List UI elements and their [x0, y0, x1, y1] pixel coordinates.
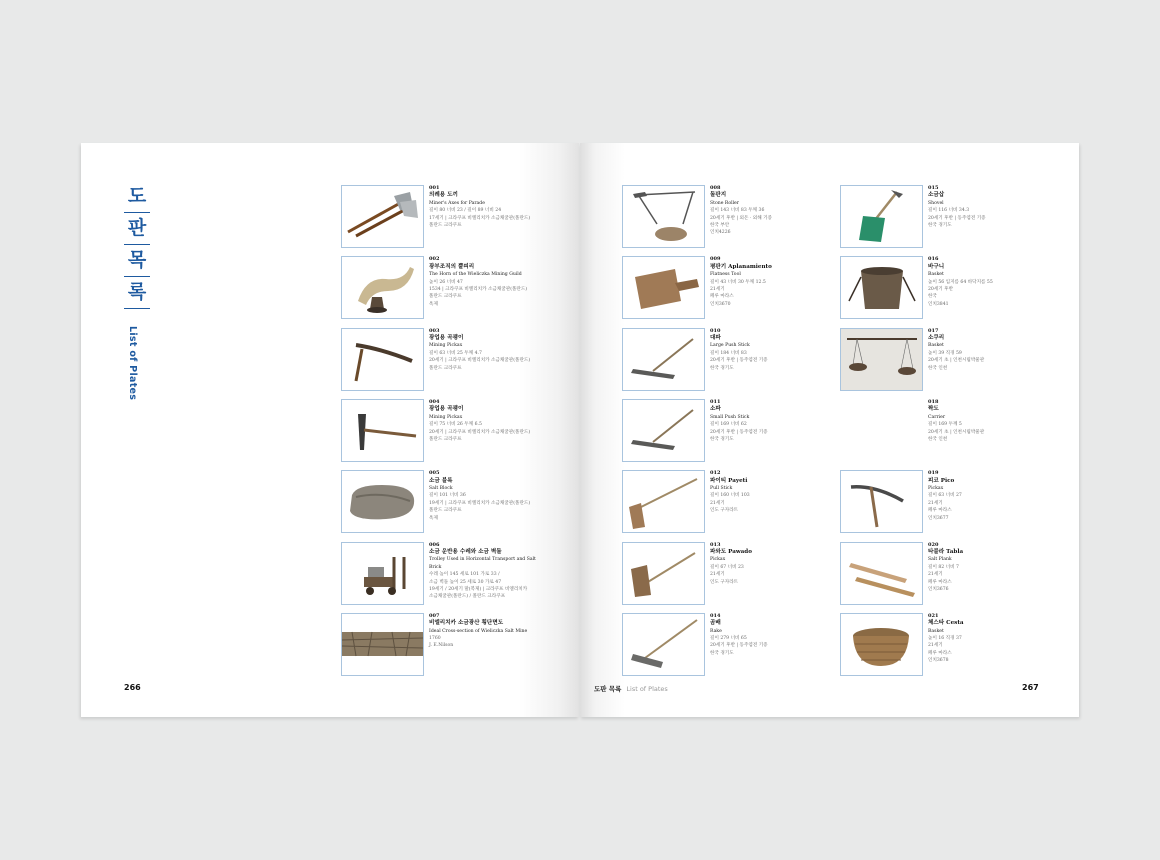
plate-detail-line: 길이 116 너비 34.3	[928, 208, 970, 214]
plate-number: 016	[928, 256, 939, 263]
plate-image	[622, 470, 705, 533]
plate-detail-line: 높이 39 직경 59	[928, 350, 962, 356]
plate-title-en: Salt Plank	[928, 557, 952, 563]
plate-detail-line: 21세기	[928, 500, 943, 506]
plate-detail-line: 폴란드 크라쿠프	[429, 365, 462, 371]
plate-number: 020	[928, 541, 939, 548]
plate-image	[840, 185, 923, 248]
plate-caption	[928, 185, 1040, 229]
plate-image	[341, 399, 424, 462]
plate-detail-line: 인치3841	[928, 301, 949, 307]
hoe-icon	[623, 543, 704, 604]
pickax-icon	[342, 329, 423, 390]
plate-detail-line: 17세기 | 크라쿠프 비엘리치카 소금채굴관(폴란드)	[429, 215, 531, 221]
push-stick-icon	[623, 329, 704, 390]
plate-detail-line: 길이 160 너비 103	[710, 493, 750, 499]
plate-caption	[429, 399, 541, 443]
plate-detail-line: 길이 67 너비 23	[710, 564, 744, 570]
plate-title-ko: 짝도	[928, 406, 939, 413]
plate-image	[341, 470, 424, 533]
plate-detail-line: 인치3678	[928, 658, 949, 664]
plate-title-ko: 소금 운반용 수레와 소금 벽돌	[429, 548, 502, 555]
horn-icon	[342, 257, 423, 318]
plate-title-ko: 대파	[710, 335, 721, 341]
plate-caption	[928, 542, 1040, 594]
plate-caption	[710, 613, 822, 657]
plate-title-ko: 의례용 도끼	[429, 192, 458, 199]
section-title-en: List of Plates	[127, 326, 138, 401]
plate-detail-line: 20세기 | 크라쿠프 비엘리치카 소금채굴관(폴란드)	[429, 429, 531, 435]
title-char: 록	[124, 281, 150, 309]
plate-detail-line: J. E.Nilson	[429, 643, 454, 649]
plate-number: 002	[429, 256, 440, 263]
plate-image	[840, 256, 923, 319]
plate-title-ko: 소파	[710, 406, 721, 413]
plate-caption	[429, 328, 541, 372]
plate-detail-line: 폴란드 크라쿠프	[429, 436, 462, 442]
plate-title-en: Flatness Tool	[710, 272, 741, 278]
plate-detail-line: 옥제	[429, 515, 438, 521]
plate-detail-line: 옥제	[429, 301, 438, 307]
plate-title-ko: 파이티 Payeti	[710, 477, 748, 484]
plate-title-en: Pickax	[928, 486, 944, 491]
plate-detail-line: 길이 80 너비 23 / 길이 89 너비 24	[429, 208, 502, 214]
plate-number: 006	[429, 541, 440, 548]
plate-detail-line: 19세기 | 크라쿠프 비엘리치카 소금채굴관(폴란드)	[429, 500, 531, 506]
plate-detail-line: 폴란드 크라쿠프	[429, 223, 462, 229]
plate-image	[341, 185, 424, 248]
plate-image	[622, 613, 705, 676]
plate-detail-line: 19세기 / 20세기 말(복제) | 크라쿠프 비엘리치카	[429, 586, 528, 592]
plate-title-ko: 소쿠리	[928, 335, 945, 341]
plate-detail-line: 20세기 | 크라쿠프 비엘리치카 소금채굴관(폴란드)	[429, 358, 531, 364]
plate-image	[622, 185, 705, 248]
plate-title-en: Pull Stick	[710, 486, 733, 491]
stone-roller-icon	[623, 186, 704, 247]
plate-number: 015	[928, 185, 939, 191]
plate-title-ko: 비엘리치카 소금광산 횡단면도	[429, 620, 504, 627]
push-stick-icon	[623, 400, 704, 461]
plate-caption	[928, 399, 1040, 443]
plate-title-ko: 타블라 Tabla	[928, 548, 964, 555]
plate-title-ko: 바구니	[928, 263, 945, 270]
plate-title-ko: 광업용 곡괭이	[429, 406, 464, 413]
plate-caption	[928, 470, 1040, 522]
shovel-icon	[841, 186, 922, 247]
plate-detail-line: 한국 경기도	[710, 365, 734, 371]
plate-caption	[429, 613, 541, 650]
plate-number: 001	[429, 185, 440, 191]
plate-detail-line: 페루 마라스	[710, 294, 734, 300]
plate-number: 012	[710, 470, 721, 477]
plate-title-en: Pickax	[710, 557, 726, 563]
plate-detail-line: 한국 부안	[710, 223, 730, 229]
section-title-ko	[124, 185, 150, 313]
plate-detail-line: 높이 16 직경 37	[928, 636, 962, 642]
plate-number: 008	[710, 185, 721, 191]
plate-caption	[429, 256, 541, 308]
plate-detail-line: 21세기	[928, 643, 943, 649]
plate-detail-line: 인치3670	[710, 301, 731, 307]
plate-caption	[928, 256, 1040, 308]
plate-detail-line: 한국 경기도	[710, 650, 734, 656]
plate-caption	[710, 470, 822, 514]
plate-title-ko: 소금삽	[928, 192, 945, 199]
plate-detail-line: 인치4226	[710, 230, 731, 236]
basket-icon	[841, 257, 922, 318]
plate-detail-line: 인치3676	[928, 586, 949, 592]
woven-basket-icon	[841, 614, 922, 675]
plate-image	[840, 470, 923, 533]
plate-image	[341, 256, 424, 319]
plate-detail-line: 수레 높이 145 세로 101 가로 33 /	[429, 572, 500, 578]
plate-number: 014	[710, 612, 721, 619]
plate-title-en: Salt Block	[429, 486, 453, 491]
plate-detail-line: 20세기 후반 | 동주염전 기증	[928, 215, 986, 221]
title-char: 도	[124, 185, 150, 213]
cross-section-icon	[342, 614, 423, 675]
plate-detail-line: 페루 마라스	[928, 579, 952, 585]
plate-image	[840, 542, 923, 605]
plate-detail-line: 높이 26 너비 47	[429, 279, 463, 285]
plate-title-en: Basket	[928, 343, 944, 349]
plate-number: 005	[429, 470, 440, 477]
plate-detail-line: 21세기	[710, 286, 725, 292]
plate-title-en: Small Push Stick	[710, 414, 750, 420]
plate-title-en: Stone Roller	[710, 200, 739, 206]
plate-title-ko: 파와도 Pawado	[710, 548, 752, 555]
page-number-left: 266	[124, 683, 141, 692]
plate-image	[622, 256, 705, 319]
title-char: 판	[124, 217, 150, 245]
plate-number: 009	[710, 256, 721, 263]
plate-detail-line: 길이 169 두께 5	[928, 422, 962, 428]
plate-number: 018	[928, 398, 939, 405]
trolley-icon	[342, 543, 423, 604]
plate-detail-line: 21세기	[928, 572, 943, 578]
plate-caption	[710, 328, 822, 372]
pico-icon	[841, 471, 922, 532]
plate-title-ko: 돌판지	[710, 192, 727, 199]
plate-title-en: Rake	[710, 628, 722, 634]
plate-image	[622, 399, 705, 462]
plate-title-en: The Horn of the Wieliczka Mining Guild	[429, 272, 522, 278]
plate-title-ko: 광업용 곡괭이	[429, 335, 464, 341]
plate-number: 010	[710, 327, 721, 334]
plate-title-en: Trolley Used in Horizontal Transport and Salt Brick	[429, 557, 536, 570]
plate-detail-line: 한국 경기도	[710, 436, 734, 442]
plate-detail-line: 소금 벽돌 높이 25 세로 30 가로 47	[429, 579, 502, 585]
plate-image	[622, 542, 705, 605]
plate-detail-line: 20세기 초 | 인천시립박물관	[928, 429, 985, 435]
plate-number: 004	[429, 398, 440, 405]
plate-title-en: Mining Pickax	[429, 343, 463, 349]
plate-title-ko: 평판기 Aplanamiento	[710, 263, 772, 270]
plate-detail-line: 폴란드 크라쿠프	[429, 508, 462, 514]
plate-detail-line: 한국 인천	[928, 365, 948, 371]
plate-caption	[710, 256, 822, 308]
plate-detail-line: 인치3677	[928, 515, 949, 521]
plate-title-ko: 체스타 Cesta	[928, 620, 964, 627]
plate-caption	[710, 399, 822, 443]
plate-caption	[928, 613, 1040, 665]
plate-detail-line: 길이 75 너비 26 두께 6.5	[429, 422, 482, 428]
left-page	[81, 143, 579, 717]
plate-image	[840, 613, 923, 676]
plate-caption	[429, 185, 541, 229]
plate-detail-line: 인도 구자라트	[710, 579, 739, 585]
plate-detail-line: 길이 63 너비 27	[928, 493, 962, 499]
plate-detail-line: 길이 169 너비 62	[710, 422, 747, 428]
plate-title-ko: 피코 Pico	[928, 477, 955, 484]
flat-tool-icon	[623, 257, 704, 318]
plate-number: 007	[429, 612, 440, 619]
footer-title-ko: 도판 목록	[594, 685, 622, 693]
footer-title-en: List of Plates	[626, 685, 668, 693]
plate-title-en: Carrier	[928, 414, 946, 420]
plate-detail-line: 한국 경기도	[928, 223, 952, 229]
running-footer	[594, 684, 668, 693]
plate-title-en: Mining Pickax	[429, 414, 463, 420]
plate-detail-line: 길이 279 너비 65	[710, 636, 747, 642]
right-page	[580, 143, 1079, 717]
plate-caption	[429, 470, 541, 522]
plate-caption	[429, 542, 541, 601]
plate-detail-line: 페루 마라스	[928, 508, 952, 514]
plate-title-en: Shovel	[928, 200, 944, 206]
plate-number: 013	[710, 541, 721, 548]
plate-detail-line: 페루 마라스	[928, 650, 952, 656]
plate-title-en: Large Push Stick	[710, 343, 750, 349]
plate-title-en: Miner's Axes for Parade	[429, 200, 485, 206]
plate-detail-line: 인도 구자라트	[710, 508, 739, 514]
rake-icon	[623, 614, 704, 675]
plate-number: 003	[429, 327, 440, 334]
pull-stick-icon	[623, 471, 704, 532]
plate-detail-line: 길이 43 너비 30 두께 12.5	[710, 279, 766, 285]
plank-icon	[841, 543, 922, 604]
plate-title-ko: 곰배	[710, 620, 721, 627]
salt-block-icon	[342, 471, 423, 532]
axe-icon	[342, 186, 423, 247]
plate-title-en: Basket	[928, 272, 944, 278]
plate-detail-line: 폴란드 크라쿠프	[429, 294, 462, 300]
plate-title-en: Ideal Cross-section of Wieliczka Salt Mine	[429, 628, 528, 634]
plate-title-ko: 광부조직의 뿔피리	[429, 263, 475, 270]
plate-image	[341, 613, 424, 676]
plate-detail-line: 길이 101 너비 36	[429, 493, 466, 499]
plate-detail-line: 20세기 후반 | 동주염전 기증	[710, 358, 768, 364]
plate-image	[840, 328, 923, 391]
plate-detail-line: 21세기	[710, 572, 725, 578]
plate-detail-line: 20세기 후반	[928, 286, 954, 292]
plate-detail-line: 한국 인천	[928, 436, 948, 442]
plate-image	[341, 328, 424, 391]
plate-title-en: Basket	[928, 628, 944, 634]
plate-detail-line: 20세기 초 | 인천시립박물관	[928, 358, 985, 364]
plate-caption	[928, 328, 1040, 372]
title-char: 목	[124, 249, 150, 277]
plate-number: 021	[928, 612, 939, 619]
plate-detail-line: 21세기	[710, 500, 725, 506]
plate-number: 019	[928, 470, 939, 477]
plate-title-ko: 소금 블록	[429, 477, 453, 484]
page-number-right: 267	[1022, 683, 1039, 692]
plate-detail-line: 소금채굴관(폴란드) / 폴란드 크라쿠프	[429, 594, 506, 600]
plate-number: 017	[928, 327, 939, 334]
plate-detail-line: 1760	[429, 636, 441, 642]
plate-image	[622, 328, 705, 391]
scale-basket-icon	[841, 329, 922, 390]
plate-caption	[710, 542, 822, 586]
hammer-pick-icon	[342, 400, 423, 461]
plate-number: 011	[710, 398, 721, 405]
plate-detail-line: 높이 56 입지름 64 바닥지름 55	[928, 279, 993, 285]
plate-detail-line: 한국	[928, 294, 937, 300]
plate-detail-line: 20세기 후반 | 외돈 · 외해 기증	[710, 215, 772, 221]
plate-detail-line: 길이 82 너비 7	[928, 564, 959, 570]
plate-detail-line: 길이 184 너비 83	[710, 350, 747, 356]
plate-detail-line: 길이 63 너비 25 두께 4.7	[429, 350, 482, 356]
plate-image	[341, 542, 424, 605]
plate-detail-line: 20세기 후반 | 동주염전 기증	[710, 429, 768, 435]
plate-caption	[710, 185, 822, 237]
plate-detail-line: 1534 | 크라쿠프 비엘리치카 소금채굴관(폴란드)	[429, 286, 528, 292]
plate-detail-line: 길이 143 너비 83 두께 36	[710, 208, 765, 214]
plate-detail-line: 20세기 후반 | 동주염전 기증	[710, 643, 768, 649]
